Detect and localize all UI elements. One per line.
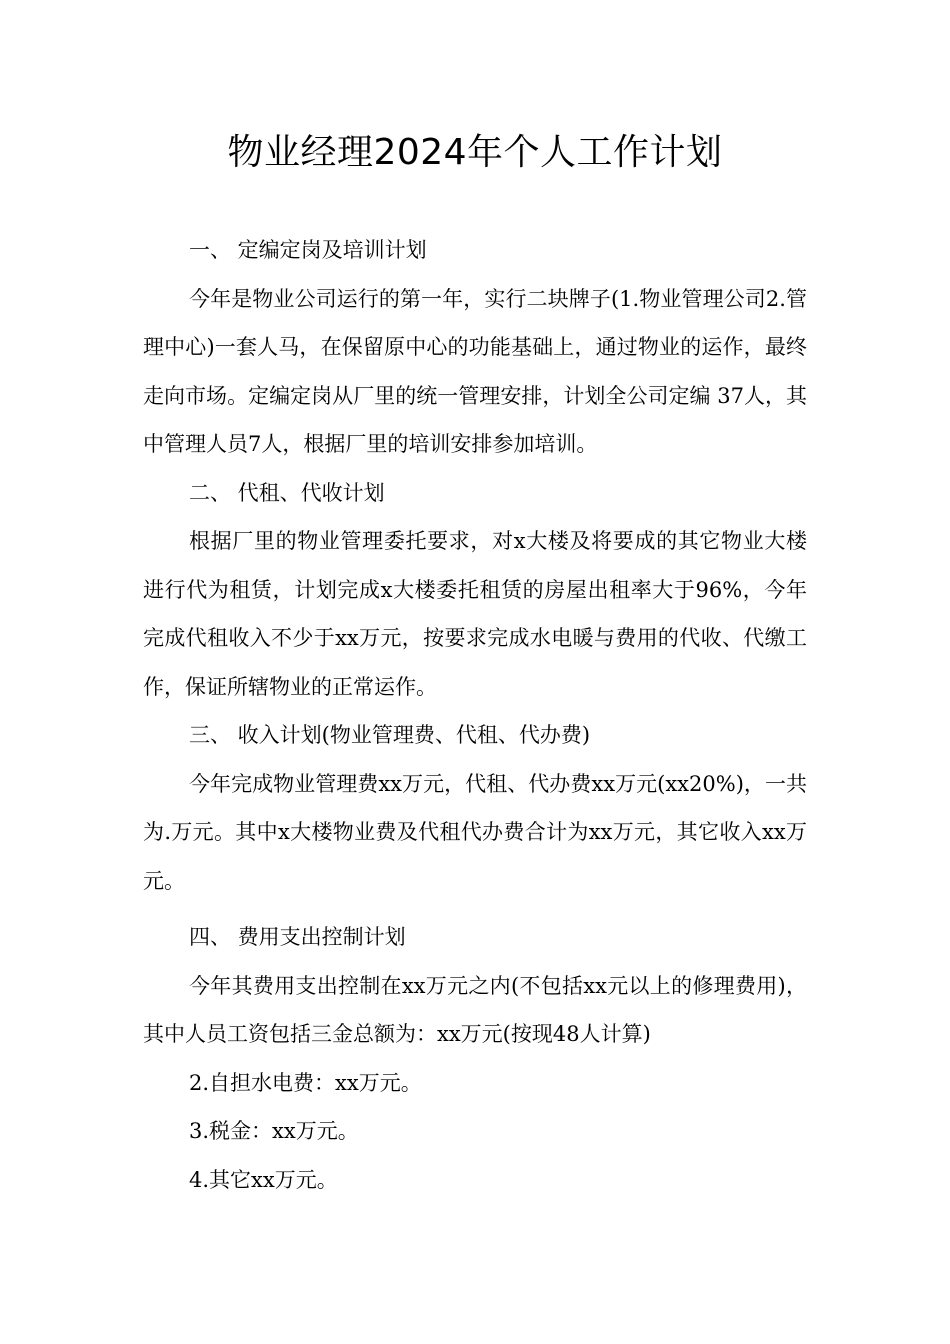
- section-heading-2: 二、 代租、代收计划: [189, 480, 385, 505]
- section-heading-4: 四、 费用支出控制计划: [189, 925, 406, 949]
- document-title: 物业经理2024年个人工作计划: [227, 132, 723, 173]
- list-item: 3.税金：xx万元。: [189, 1119, 359, 1143]
- section-paragraph-3: 今年完成物业管理费xx万元，代租、代办费xx万元(xx20%)，一共为.万元。其中x大楼物业费及代租代办费合计为xx万元，其它收入xx万元。: [143, 771, 807, 893]
- section-paragraph-1: 今年是物业公司运行的第一年，实行二块牌子(1.物业管理公司2.管理中心)一套人马，在保留原中心的功能基础上，通过物业的运作，最终走向市场。定编定岗从厂里的统一管理安排，计划全公司定编 37人，其中管理人员7人，根据厂里的培训安排参加培训。: [143, 286, 807, 456]
- document-body: [143, 226, 807, 1204]
- spacer: [143, 905, 807, 913]
- section-heading-1: 一、 定编定岗及培训计划: [189, 238, 427, 262]
- section-paragraph-4: 今年其费用支出控制在xx万元之内(不包括xx元以上的修理费用)，其中人员工资包括三金总额为：xx万元(按现48人计算): [143, 973, 807, 1046]
- section-heading-3: 三、 收入计划(物业管理费、代租、代办费): [189, 723, 591, 747]
- list-item: 4.其它xx万元。: [189, 1167, 338, 1192]
- list-item: 2.自担水电费：xx万元。: [189, 1070, 422, 1095]
- section-paragraph-2: 根据厂里的物业管理委托要求，对x大楼及将要成的其它物业大楼进行代为租赁，计划完成x大楼委托租赁的房屋出租率大于96%，今年完成代租收入不少于xx万元，按要求完成水电暖与费用的代收、代缴工作，保证所辖物业的正常运作。: [143, 529, 807, 699]
